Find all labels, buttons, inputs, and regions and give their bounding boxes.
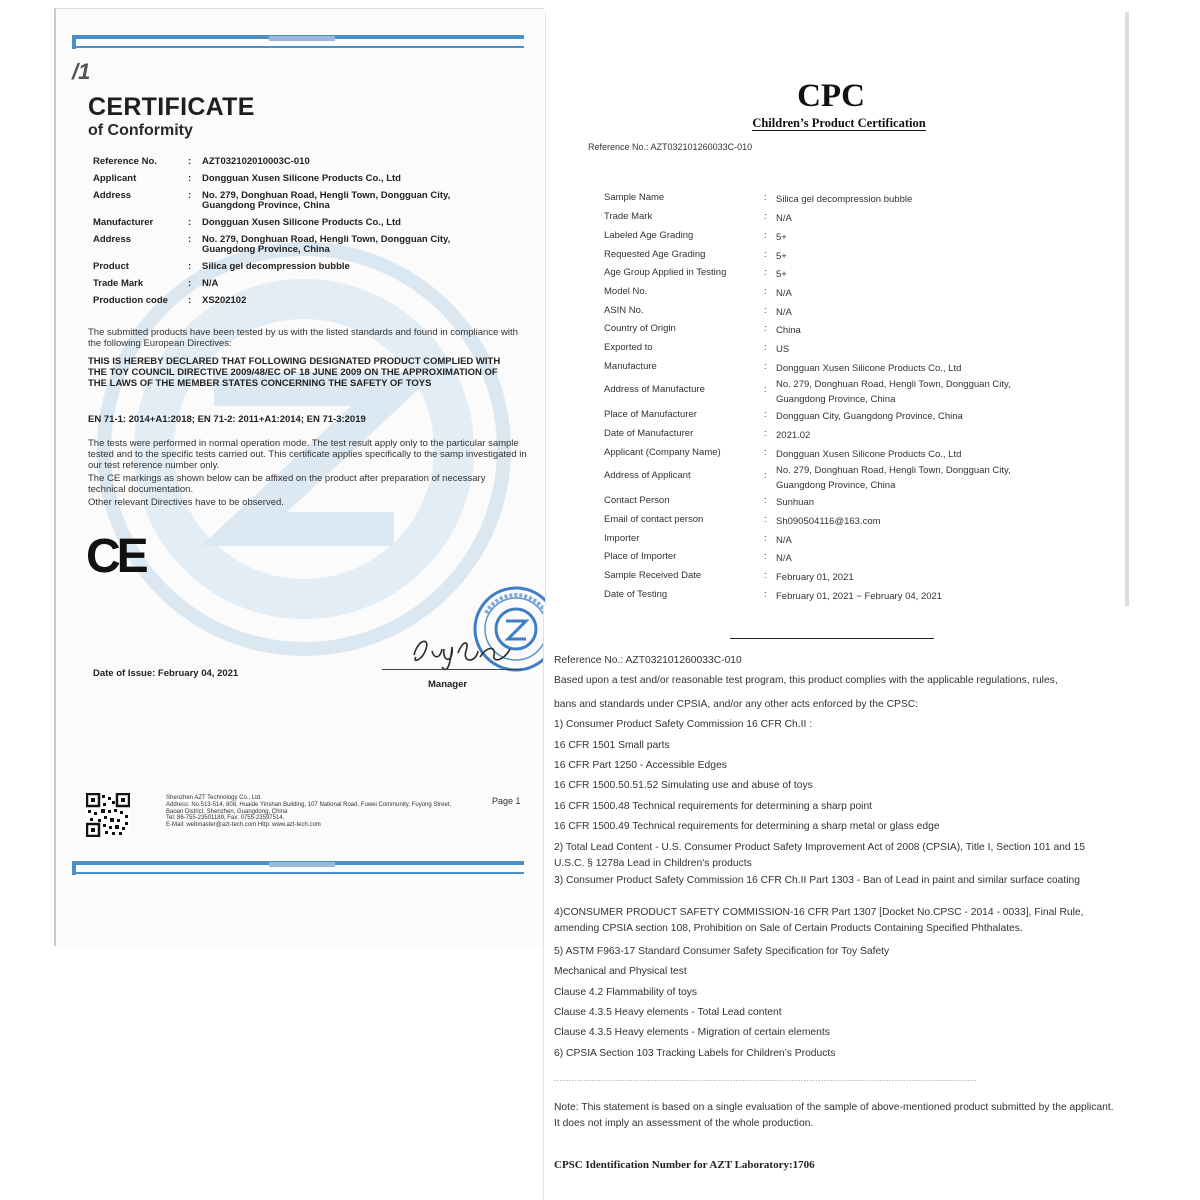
ce-footer-band (72, 861, 524, 874)
cpc-row-label: Manufacture (604, 361, 657, 372)
cpc-row: Labeled Age Grading : 5+ (604, 230, 1054, 245)
ce-band-edge (72, 35, 76, 49)
cpc-row-value: N/A (776, 307, 792, 318)
cpc2-line: 4)CONSUMER PRODUCT SAFETY COMMISSION-16 CFR Part 1307 [Docket No.CPSC - 2014 - 0033], Final Rule, amending CPSIA section 108, Prohibition on Sale of Certain Products Containing Specified Phthalates. (554, 907, 1084, 934)
cpc-row-value: 5+ (776, 251, 787, 262)
date-of-issue: Date of Issue: February 04, 2021 (93, 668, 239, 679)
cpc-row-label: Date of Testing (604, 589, 668, 600)
ce-band-logo (269, 862, 335, 867)
cpc2-line: 2) Total Lead Content - U.S. Consumer Product Safety Improvement Act of 2008 (CPSIA), Title I, Section 101 and 15 U.S.C. § 1278a Lead in Children's products (554, 842, 1085, 869)
cpc2-line: 16 CFR 1500.48 Technical requirements for determining a sharp point (554, 801, 873, 812)
cpc-row-value: February 01, 2021 ~ February 04, 2021 (776, 591, 943, 602)
cpc-row: Place of Importer : N/A (604, 551, 1054, 566)
ce-band-edge (72, 861, 76, 875)
cpc-statement-page (543, 606, 1146, 1200)
cpc-row: Email of contact person : Sh090504116@163.com (604, 514, 1054, 529)
ce-field-row: Manufacturer : Dongguan Xusen Silicone Products Co., Ltd (93, 217, 401, 228)
cpc-row: Importer : N/A (604, 533, 1054, 548)
cpc-row-label: Labeled Age Grading (604, 230, 694, 241)
cpc-row-label: Address of Manufacture (604, 384, 705, 395)
cpc2-line: Clause 4.3.5 Heavy elements - Migration of certain elements (554, 1027, 830, 1038)
signer-title: Manager (428, 679, 468, 690)
ce-field-row: Trade Mark : N/A (93, 278, 219, 289)
cpc-row-value: N/A (776, 553, 792, 564)
cpc-row-value: February 01, 2021 (776, 572, 854, 583)
cpc-row: Sample Received Date : February 01, 2021 (604, 570, 1054, 585)
cpc-row: Requested Age Grading : 5+ (604, 249, 1054, 264)
cpc-subtitle (546, 116, 1132, 131)
cpc2-line: bans and standards under CPSIA, and/or any other acts enforced by the CPSC: (554, 699, 919, 710)
cpc-row: Contact Person : Sunhuan (604, 495, 1054, 510)
cpc2-line: 16 CFR 1500.49 Technical requirements for determining a sharp metal or glass edge (554, 821, 940, 832)
cpc-row-label: Exported to (604, 342, 653, 353)
cpc-row-value: Dongguan Xusen Silicone Products Co., Ltd (776, 363, 962, 374)
cpc-row-label: Importer (604, 533, 640, 544)
cpc-row-label: Date of Manufacturer (604, 428, 694, 439)
cpc2-line: 6) CPSIA Section 103 Tracking Labels for Children’s Products (554, 1048, 836, 1059)
ce-page-number: /1 (72, 59, 91, 84)
cpc-title: CPC (797, 78, 865, 114)
cpc2-line: 5) ASTM F963-17 Standard Consumer Safety Specification for Toy Safety (554, 946, 890, 957)
cpc-row: ASIN No. : N/A (604, 305, 1054, 320)
cpc2-note: Note: This statement is based on a single evaluation of the sample of above-mentioned product submitted by the applicant. It does not imply an assessment of the whole production. (554, 1102, 1114, 1129)
cpc-row-value: 5+ (776, 269, 787, 280)
cpc-row-value: N/A (776, 213, 792, 224)
cpc-row-label: Sample Name (604, 192, 665, 203)
ce-field-value: Silica gel decompression bubble (202, 261, 350, 272)
ce-field-label: Address (93, 190, 132, 201)
cpc-row: Trade Mark : N/A (604, 211, 1054, 226)
ce-intro-text: The submitted products have been tested by us with the listed standards and found in compliance with the following European Directives: (88, 327, 518, 349)
cpc-row-value: 2021.02 (776, 430, 811, 441)
cpc-row-value: China (776, 325, 801, 336)
cpc2-line: 16 CFR 1501 Small parts (554, 740, 670, 751)
ce-marking-logo: CE (86, 530, 145, 583)
ce-field-label: Reference No. (93, 156, 157, 167)
cpc-row-label: Age Group Applied in Testing (604, 267, 727, 278)
cpc-row-value: Dongguan City, Guangdong Province, China (776, 411, 963, 422)
cpc-row: Date of Testing : February 01, 2021 ~ February 04, 2021 (604, 589, 1054, 604)
cpc-row-label: Country of Origin (604, 323, 676, 334)
cpc2-line: 3) Consumer Product Safety Commission 16 CFR Ch.II Part 1303 - Ban of Lead in paint and similar surface coating (554, 875, 1080, 886)
ce-marking-note: The CE markings as shown below can be affixed on the product after preparation of necessary technical documentation. (88, 473, 486, 495)
cpc-row: Country of Origin : China (604, 323, 1054, 338)
cpc-row: Age Group Applied in Testing : 5+ (604, 267, 1054, 282)
cpc-row: Model No. : N/A (604, 286, 1054, 301)
ce-standards: EN 71-1: 2014+A1:2018; EN 71-2: 2011+A1:2014; EN 71-3:2019 (88, 414, 366, 425)
qr-code (86, 793, 130, 837)
ce-field-label: Trade Mark (93, 278, 144, 289)
ce-field-value: No. 279, Donghuan Road, Hengli Town, Dongguan City, Guangdong Province, China (202, 234, 451, 255)
signature-line (382, 669, 522, 670)
ce-band-logo (269, 36, 335, 41)
cpc2-line: Clause 4.2 Flammability of toys (554, 987, 698, 998)
ce-field-value: Dongguan Xusen Silicone Products Co., Ltd (202, 173, 401, 184)
cpc-row-label: Requested Age Grading (604, 249, 706, 260)
cpsc-identification: CPSC Identification Number for AZT Laboratory:1706 (554, 1159, 815, 1171)
cpc-row-label: ASIN No. (604, 305, 644, 316)
cpc-row-label: Address of Applicant (604, 470, 691, 481)
cpc-row: Applicant (Company Name) : Dongguan Xusen Silicone Products Co., Ltd (604, 447, 1054, 462)
page-divider (730, 638, 934, 639)
ce-tests-note: The tests were performed in normal operation mode. The test result apply only to the particular sample tested and to the specific tests carried out. This certificate applies specifically to the samp investigated in our test reference number only. (88, 438, 527, 471)
cpc2-reference: Reference No.: AZT032101260033C-010 (554, 655, 742, 666)
cpc-row-label: Contact Person (604, 495, 670, 506)
ce-page-label: Page 1 (492, 796, 521, 806)
ce-field-row: Applicant : Dongguan Xusen Silicone Products Co., Ltd (93, 173, 401, 184)
ce-field-row: Production code : XS202102 (93, 295, 247, 306)
ce-field-row: Address : No. 279, Donghuan Road, Hengli Town, Dongguan City, Guangdong Province, China (93, 190, 451, 211)
cpc-row-value: Sunhuan (776, 497, 815, 508)
cpc2-line: 16 CFR Part 1250 - Accessible Edges (554, 760, 727, 771)
ce-field-label: Production code (93, 295, 168, 306)
cpc-row-label: Sample Received Date (604, 570, 702, 581)
cpc-row: Address of Applicant : No. 279, Donghuan Road, Hengli Town, Dongguan City, Guangdong Province, China (604, 463, 1054, 493)
cpc-row-value: 5+ (776, 232, 787, 243)
cpc-row-label: Place of Manufacturer (604, 409, 697, 420)
cpc-row: Manufacture : Dongguan Xusen Silicone Products Co., Ltd (604, 361, 1054, 376)
ce-field-label: Product (93, 261, 129, 272)
ce-field-value: N/A (202, 278, 219, 289)
cpc-row-value: Dongguan Xusen Silicone Products Co., Ltd (776, 449, 962, 460)
cpc-row: Address of Manufacture : No. 279, Donghuan Road, Hengli Town, Dongguan City, Guangdong Province, China (604, 377, 1054, 407)
cpc-row-value: No. 279, Donghuan Road, Hengli Town, Dongguan City, Guangdong Province, China (776, 379, 1011, 405)
ce-field-value: Dongguan Xusen Silicone Products Co., Ltd (202, 217, 401, 228)
ce-field-label: Manufacturer (93, 217, 154, 228)
cpc-subtitle-text: Children’s Product Certification (752, 116, 926, 130)
cpc2-line: Clause 4.3.5 Heavy elements - Total Lead content (554, 1007, 782, 1018)
ce-certificate-page (54, 8, 544, 946)
cpc-row-value: N/A (776, 288, 792, 299)
ce-field-value: XS202102 (202, 295, 247, 306)
cpc-certificate-page (545, 12, 1129, 606)
cpc-row-value: No. 279, Donghuan Road, Hengli Town, Dongguan City, Guangdong Province, China (776, 465, 1011, 491)
ce-field-row: Reference No. : AZT032102010003C-010 (93, 156, 310, 167)
cpc2-line: Mechanical and Physical test (554, 966, 687, 977)
cpc-row-label: Applicant (Company Name) (604, 447, 721, 458)
cpc-row: Date of Manufacturer : 2021.02 (604, 428, 1054, 443)
ce-header-band (72, 35, 524, 48)
cpc-reference-number: Reference No.: AZT032101260033C-010 (588, 142, 753, 152)
cpc-row: Exported to : US (604, 342, 1054, 357)
cpc-row: Place of Manufacturer : Dongguan City, Guangdong Province, China (604, 409, 1054, 424)
cpc-row-label: Model No. (604, 286, 648, 297)
cpc-row: Sample Name : Silica gel decompression bubble (604, 192, 1054, 207)
cpc-row-value: Silica gel decompression bubble (776, 194, 913, 205)
cpc-row-value: N/A (776, 535, 792, 546)
ce-title: CERTIFICATE (88, 93, 255, 121)
ce-other-note: Other relevant Directives have to be observed. (88, 497, 284, 508)
manager-signature (406, 629, 521, 671)
ce-field-label: Applicant (93, 173, 137, 184)
lab-contact-info: Shenzhen AZT Technology Co., Ltd. Address: No.513-514, 808, Huaide Yinshan Building, 107 National Road, Fuwei Community, Fuyong Street, Baoan District, Shenzhen, Guangdong, China Tel: 86-755-23501189, Fax: 0755-23597514, E-Mail: webmaster@azt-tech.com Http: www.azt-tech.com (166, 795, 452, 829)
cpc-row-label: Email of contact person (604, 514, 704, 525)
cpc2-line: Based upon a test and/or reasonable test program, this product complies with the applicable regulations, rules, (554, 675, 1058, 686)
ce-field-row: Product : Silica gel decompression bubble (93, 261, 350, 272)
cpc-row-value: US (776, 344, 790, 355)
ce-field-row: Address : No. 279, Donghuan Road, Hengli Town, Dongguan City, Guangdong Province, China (93, 234, 451, 255)
ce-declaration: THIS IS HEREBY DECLARED THAT FOLLOWING DESIGNATED PRODUCT COMPLIED WITH THE TOY COUNCIL DIRECTIVE 2009/48/EC OF 18 JUNE 2009 ON THE APPROXIMATION OF THE LAWS OF THE MEMBER STATES CONCERNING THE SAFETY OF TOYS (88, 356, 501, 389)
cpc2-line: 1) Consumer Product Safety Commission 16 CFR Ch.II : (554, 719, 813, 730)
ce-field-label: Address (93, 234, 132, 245)
cpc-row-label: Trade Mark (604, 211, 653, 222)
asterisk-separator: ************************************************************************************************************************************************ (554, 1080, 977, 1084)
ce-field-value: AZT032102010003C-010 (202, 156, 310, 167)
cpc2-line: 16 CFR 1500.50.51.52 Simulating use and abuse of toys (554, 780, 813, 791)
ce-field-value: No. 279, Donghuan Road, Hengli Town, Dongguan City, Guangdong Province, China (202, 190, 451, 211)
cpc-row-value: Sh090504116@163.com (776, 516, 881, 527)
ce-subtitle: of Conformity (88, 122, 193, 139)
cpc-row-label: Place of Importer (604, 551, 677, 562)
